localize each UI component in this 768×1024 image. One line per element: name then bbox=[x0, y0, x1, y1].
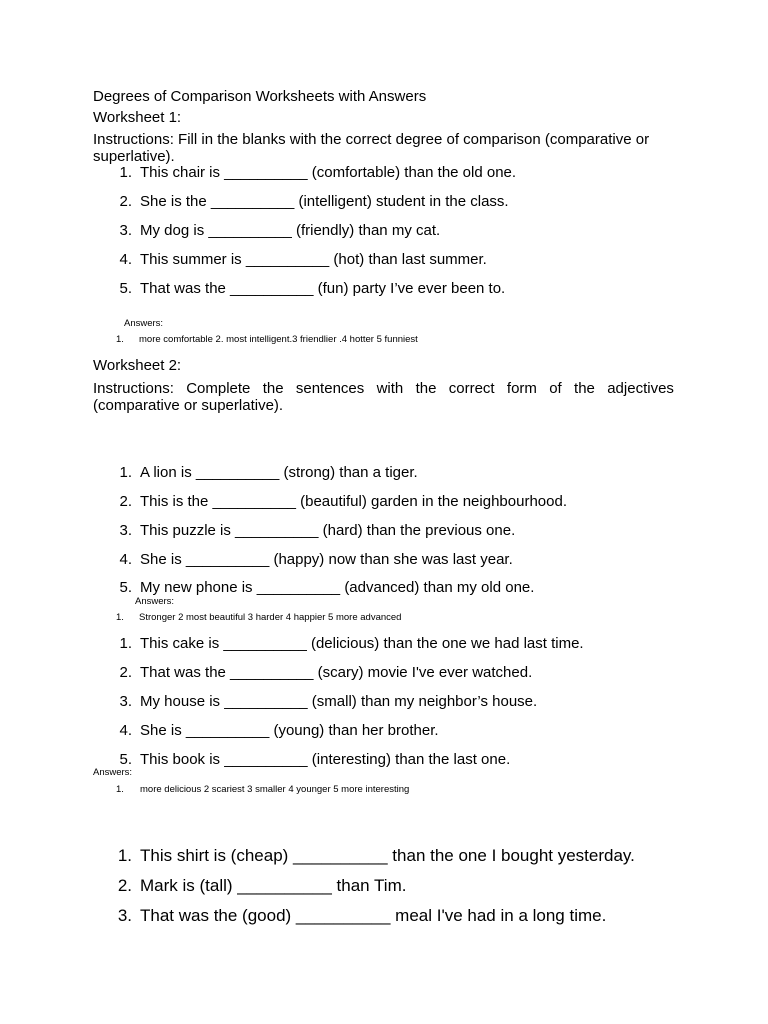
answers-label: Answers: bbox=[135, 596, 175, 607]
list-item: 4. This summer is __________ (hot) than last summer. bbox=[119, 251, 487, 268]
list-item: 5. My new phone is __________ (advanced) than my old one. bbox=[119, 579, 535, 596]
list-item: 1. A lion is __________ (strong) than a tiger. bbox=[119, 464, 418, 481]
list-item: 3. My dog is __________ (friendly) than my cat. bbox=[119, 222, 441, 239]
answers-label: Answers: bbox=[124, 318, 164, 329]
list-item: 3. My house is __________ (small) than my neighbor’s house. bbox=[119, 693, 538, 710]
list-item: 1. This shirt is (cheap) __________ than the one I bought yesterday. bbox=[117, 846, 635, 865]
worksheet1-heading: Worksheet 1: bbox=[93, 109, 182, 126]
list-item: 2. Mark is (tall) __________ than Tim. bbox=[117, 876, 407, 895]
list-item: 5. That was the __________ (fun) party I’ve ever been to. bbox=[119, 280, 506, 297]
list-item: 2. This is the __________ (beautiful) garden in the neighbourhood. bbox=[119, 493, 567, 510]
list-item: 2. She is the __________ (intelligent) student in the class. bbox=[119, 193, 509, 210]
list-item: 3. This puzzle is __________ (hard) than the previous one. bbox=[119, 522, 516, 539]
list-item: 4. She is __________ (happy) now than she was last year. bbox=[119, 551, 513, 568]
list-item: 5. This book is __________ (interesting) than the last one. bbox=[119, 751, 511, 768]
worksheet1-instructions: Instructions: Fill in the blanks with the correct degree of comparison (comparative or superlative). bbox=[93, 131, 650, 165]
list-item: 1. This chair is __________ (comfortable) than the old one. bbox=[119, 164, 517, 181]
document-title: Degrees of Comparison Worksheets with Answers bbox=[93, 88, 427, 105]
list-item: 4. She is __________ (young) than her brother. bbox=[119, 722, 439, 739]
answers-label: Answers: bbox=[93, 767, 133, 778]
answers-line: 1. Stronger 2 most beautiful 3 harder 4 happier 5 more advanced bbox=[116, 612, 402, 623]
list-item: 2. That was the __________ (scary) movie I've ever watched. bbox=[119, 664, 533, 681]
worksheet2-heading: Worksheet 2: bbox=[93, 357, 182, 374]
list-item: 1. This cake is __________ (delicious) than the one we had last time. bbox=[119, 635, 584, 652]
answers-line: 1. more delicious 2 scariest 3 smaller 4 younger 5 more interesting bbox=[116, 784, 410, 795]
worksheet2-instructions: Instructions: Complete the sentences with the correct form of the adjectives (comparative or superlative). bbox=[93, 380, 674, 414]
list-item: 3. That was the (good) __________ meal I've had in a long time. bbox=[117, 906, 607, 925]
answers-line: 1. more comfortable 2. most intelligent.3 friendlier .4 hotter 5 funniest bbox=[116, 334, 418, 345]
